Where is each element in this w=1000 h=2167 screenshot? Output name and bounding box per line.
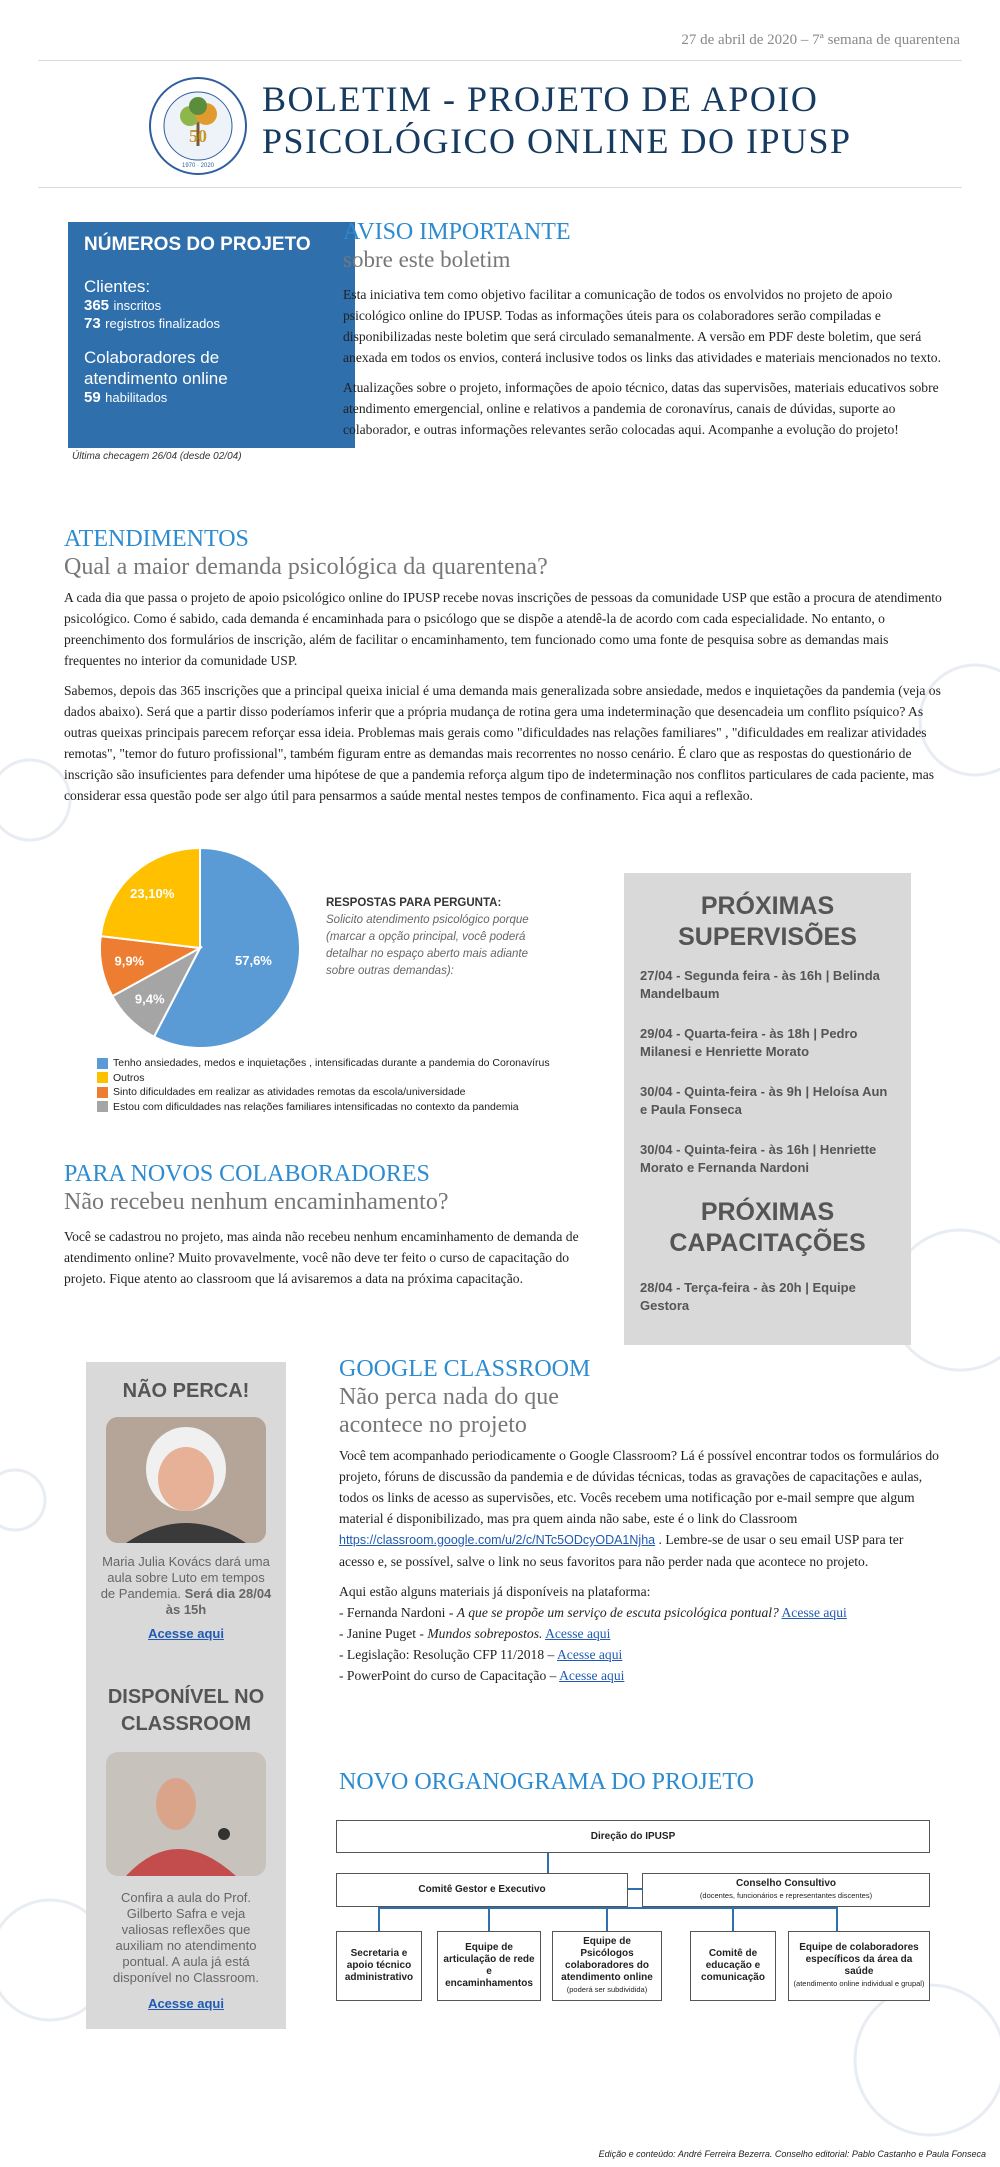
kovacs-link[interactable]: Acesse aqui	[148, 1626, 224, 1641]
aviso-section: AVISO IMPORTANTE sobre este boletim Esta iniciativa tem como objetivo facilitar a comunicação de todos os envolvidos no projeto de apoio psicológico online do IPUSP. Todas as informações úteis para os colaboradores serão compiladas e disponibilizadas neste boletim que será circulado semanalmente. A versão em PDF deste boletim, que será anexada em todos os envios, conterá inclusive todos os links das atividades e materiais mencionados no texto. Atualizações sobre o projeto, informações de apoio técnico, datas das supervisões, materiais educativos sobre atendimento emergencial, online e relativos a pandemia de coronavírus, canais de dúvidas, suporte ao colaborador, e outras informações relevantes serão colocadas aqui. Acompanhe a evolução do projeto!	[343, 219, 941, 437]
legend-item	[97, 1071, 597, 1086]
classroom-section: GOOGLE CLASSROOM Não perca nada do que acontece no projeto Você tem acompanhado periodicamente o Google Classroom? Lá é possível encontrar todos os formulários do projeto, fóruns de discussão da pandemia e de dúvidas técnicas, todas as gravações de capacitações e aulas, todos os links de acesso as supervisões, etc. Vocês recebem uma notificação por e-mail sempre que algum material é disponibilizado, mas pra quem ainda não sabe, este é o link do Classroom https://classroom.google.com/u/2/c/NTc5ODcyODA1Njha . Lembre-se de usar o seu email USP para ter acesso e, se possível, salve o link no seus favoritos para não perder nada que acontece no projeto. Aqui estão alguns materiais já disponíveis na plataforma: - Fernanda Nardoni - A que se propõe um serviço de escuta psicológica pontual? Acesse aqui - Janine Puget - Mundos sobrepostos. Acesse aqui - Legislação: Resolução CFP 11/2018 – Acesse aqui - PowerPoint do curso de Capacitação – Acesse aqui	[339, 1355, 939, 1686]
atendimentos-title: ATENDIMENTOS	[64, 526, 249, 552]
header-divider	[38, 187, 962, 188]
supervisions-box	[624, 873, 911, 1345]
connector	[547, 1853, 549, 1875]
demand-pie-chart	[90, 838, 320, 1058]
legend-swatch	[97, 1058, 108, 1069]
legend-label: Sinto dificuldades em realizar as atividades remotas da escola/universidade	[113, 1086, 466, 1098]
legend-swatch	[97, 1101, 108, 1112]
safra-photo	[106, 1752, 266, 1876]
trainings-title: PRÓXIMAS CAPACITAÇÕES	[669, 1198, 866, 1257]
classroom-title: GOOGLE CLASSROOM	[339, 1356, 591, 1382]
atendimentos-section: ATENDIMENTOS Qual a maior demanda psicológica da quarentena? A cada dia que passa o projeto de apoio psicológico online do IPUSP recebe novas inscrições de pessoas da comunidade USP que estão a procura de atendimento psicológico. Como é sabido, cada demanda é encaminhada para o psicólogo que se dispõe a atendê-la de acordo com cada especialidade. No entanto, o preenchimento dos formulários de inscrição, além de facilitar o encaminhamento, tem funcionado como uma fonte de pesquisa sobre as demandas mais frequentes no interior da comunidade USP. Sabemos, depois das 365 inscrições que a principal queixa inicial é uma demanda mais generalizada sobre ansiedade, medos e inquietações da pandemia (veja os dados abaixo). Será que a partir disso poderíamos inferir que a própria mudança de rotina gera uma indeterminação que desencadeia um conflito psíquico? As outras queixas principais parecem reforçar essa ideia. Problemas mais gerais como "dificuldades nas relações familiares" , "dificuldades em realizar atividades remotas", "temor do futuro profissional", também figuram entre as demandas mais recorrentes no nosso cenário. É claro que as respostas do questionário de inscrição são insuficientes para defender uma hipótese de que a pandemia reforça algum tipo de indeterminação nos conflitos particulares de cada paciente, mas considerar essa questão pode ser algo útil para pensarmos a saúde mental nestes tempos de confinamento. Fica aqui a reflexão.	[64, 525, 944, 815]
aviso-title: AVISO IMPORTANTE	[343, 219, 571, 245]
pie-data-label: 23,10%	[130, 886, 175, 902]
chart-legend	[97, 1056, 597, 1114]
connector	[488, 1907, 490, 1931]
svg-text:50: 50	[189, 126, 207, 146]
pie-data-label: 9,4%	[134, 991, 165, 1007]
connector	[378, 1907, 380, 1931]
material-link[interactable]: Acesse aqui	[556, 1647, 623, 1662]
org-psychologists-box: Equipe de Psicólogos colaboradores do atendimento online (poderá ser subdividida)	[552, 1931, 662, 2001]
ipusp-logo	[148, 76, 248, 176]
aviso-subtitle: sobre este boletim	[343, 247, 511, 272]
last-check-note: Última checagem 26/04 (desde 02/04)	[72, 451, 242, 462]
org-council-box: Conselho Consultivo (docentes, funcionários e representantes discentes)	[642, 1873, 930, 1907]
org-secretariat-box: Secretaria e apoio técnico administrativo	[336, 1931, 422, 2001]
atendimentos-subtitle: Qual a maior demanda psicológica da quarentena?	[64, 554, 548, 580]
kovacs-text: Maria Julia Kovács dará uma aula sobre Luto em tempos de Pandemia. Será dia 28/04 às 15h	[100, 1554, 272, 1617]
material-item: - PowerPoint do curso de Capacitação – Acesse aqui	[339, 1668, 625, 1683]
material-link[interactable]: Acesse aqui	[559, 1668, 625, 1683]
project-numbers-box: NÚMEROS DO PROJETO Clientes: 365 inscritos 73 registros finalizados Colaboradores de atendimento online 59 habilitados	[68, 222, 355, 448]
org-direction-box: Direção do IPUSP	[336, 1820, 930, 1853]
supervision-item: 30/04 - Quinta-feira - às 9h | Heloísa Aun e Paula Fonseca	[640, 1084, 888, 1117]
pie-data-label: 9,9%	[114, 953, 145, 969]
legend-label: Tenho ansiedades, medos e inquietações , intensificadas durante a pandemia do Coronavírus	[113, 1057, 550, 1069]
org-health-box: Equipe de colaboradores específicos da área da saúde (atendimento online individual e grupal)	[788, 1931, 930, 2001]
material-item: - Legislação: Resolução CFP 11/2018 – Acesse aqui	[339, 1647, 623, 1662]
legend-swatch	[97, 1087, 108, 1098]
material-item: - Fernanda Nardoni - A que se propõe um serviço de escuta psicológica pontual? Acesse aqui	[339, 1605, 847, 1620]
org-network-box: Equipe de articulação de rede e encaminhamentos	[437, 1931, 541, 2001]
legend-label: Estou com dificuldades nas relações familiares intensificadas no contexto da pandemia	[113, 1100, 519, 1113]
material-link[interactable]: Acesse aqui	[781, 1605, 847, 1620]
supervision-item: 27/04 - Segunda feira - às 16h | Belinda Mandelbaum	[640, 968, 880, 1001]
kovacs-photo	[106, 1417, 266, 1543]
supervision-item: 29/04 - Quarta-feira - às 18h | Pedro Milanesi e Henriette Morato	[640, 1026, 858, 1059]
footer-credits: Edição e conteúdo: André Ferreira Bezerra. Conselho editorial: Pablo Castanho e Paula Fonseca	[598, 2149, 986, 2159]
safra-link[interactable]: Acesse aqui	[148, 1996, 224, 2011]
org-chart	[336, 1820, 930, 2010]
material-link[interactable]: Acesse aqui	[545, 1626, 611, 1641]
classroom-available-heading: DISPONÍVEL NO CLASSROOM	[107, 1686, 265, 1735]
page-title: BOLETIM - PROJETO DE APOIO PSICOLÓGICO ONLINE DO IPUSP	[262, 79, 852, 161]
supervision-item: 30/04 - Quinta-feira - às 16h | Henriette Morato e Fernanda Nardoni	[640, 1142, 877, 1175]
classroom-subtitle: Não perca nada do que acontece no projeto	[339, 1384, 559, 1438]
org-education-box: Comitê de educação e comunicação	[690, 1931, 776, 2001]
dont-miss-heading: NÃO PERCA!	[122, 1380, 250, 1402]
legend-swatch	[97, 1072, 108, 1083]
sidebar-box	[86, 1362, 286, 2029]
supervisions-title: PRÓXIMAS SUPERVISÕES	[678, 892, 857, 951]
safra-text: Confira a aula do Prof. Gilberto Safra e veja valiosas reflexões que auxiliam no atendimento pontual. A aula já está disponível no Classroom.	[113, 1890, 259, 1985]
connector	[836, 1907, 838, 1931]
legend-item	[97, 1085, 597, 1100]
svg-text:1970 · 2020: 1970 · 2020	[181, 163, 215, 169]
legend-item	[97, 1056, 597, 1071]
pie-data-label: 57,6%	[235, 953, 272, 969]
top-divider	[38, 60, 962, 61]
connector	[606, 1907, 608, 1931]
org-chart-title: NOVO ORGANOGRAMA DO PROJETO	[339, 1769, 754, 1795]
connector	[732, 1907, 734, 1931]
stats-heading: NÚMEROS DO PROJETO	[84, 234, 311, 255]
training-item: 28/04 - Terça-feira - às 20h | Equipe Gestora	[640, 1280, 856, 1313]
classroom-url-link[interactable]: https://classroom.google.com/u/2/c/NTc5ODcyODA1Njha	[339, 1533, 656, 1547]
new-collab-title: PARA NOVOS COLABORADORES	[64, 1161, 430, 1187]
date-line: 27 de abril de 2020 – 7ª semana de quarentena	[681, 32, 960, 48]
new-collaborators-section: PARA NOVOS COLABORADORES Não recebeu nenhum encaminhamento? Você se cadastrou no projeto, mas ainda não recebeu nenhum encaminhamento de demanda de atendimento online? Muito provavelmente, você não deve ter feito o curso de capacitação do projeto. Fique atento ao classroom que lá avisaremos a data na próxima capacitação.	[64, 1160, 599, 1298]
legend-item	[97, 1100, 597, 1115]
new-collab-subtitle: Não recebeu nenhum encaminhamento?	[64, 1189, 449, 1215]
legend-label: Outros	[113, 1071, 145, 1084]
org-committee-box: Comitê Gestor e Executivo	[336, 1873, 628, 1907]
material-item: - Janine Puget - Mundos sobrepostos. Acesse aqui	[339, 1626, 611, 1641]
chart-caption: RESPOSTAS PARA PERGUNTA: Solicito atendimento psicológico porque (marcar a opção principal, você poderá detalhar no espaço aberto mais adiante sobre outras demandas):	[326, 897, 529, 977]
